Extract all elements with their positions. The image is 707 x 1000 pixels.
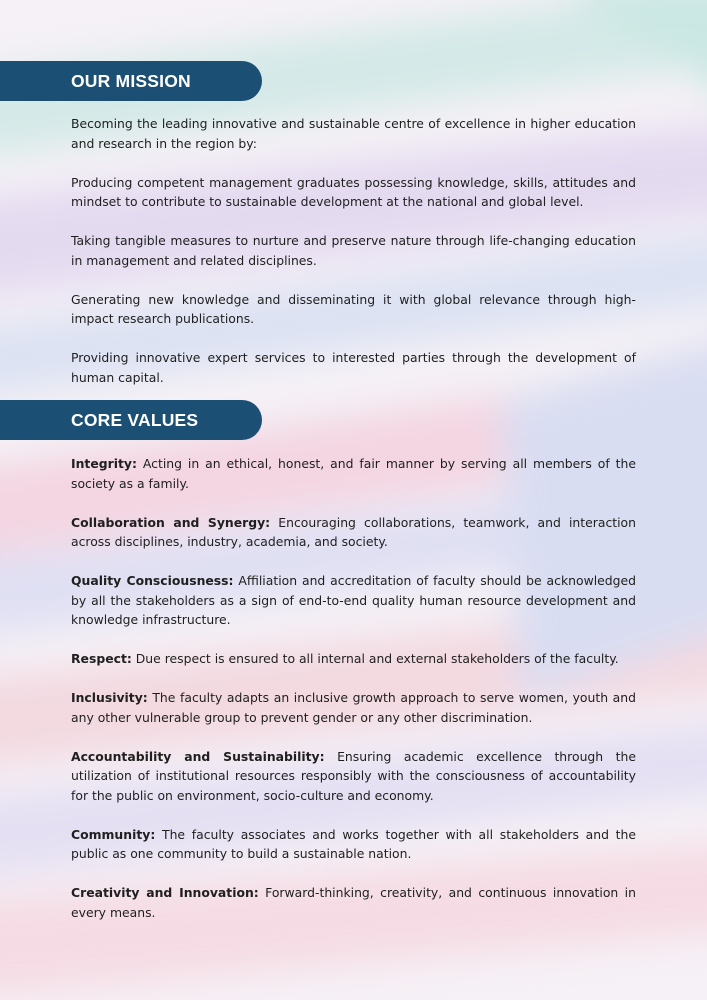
mission-paragraph: Generating new knowledge and disseminating it with global relevance through high-impact research publications.	[71, 291, 636, 326]
core-value-term: Creativity and Innovation:	[71, 885, 259, 900]
mission-paragraph: Providing innovative expert services to interested parties through the development of human capital.	[71, 350, 636, 385]
core-value-item	[71, 454, 636, 493]
core-value-term: Integrity:	[71, 456, 137, 471]
core-value-description: Acting in an ethical, honest, and fair manner by serving all members of the society as a family.	[71, 456, 636, 491]
core-value-item	[71, 883, 636, 922]
core-values-list	[71, 454, 636, 922]
core-value-item	[71, 825, 636, 864]
mission-text	[71, 114, 636, 387]
core-value-item	[71, 747, 636, 806]
mission-paragraph: Becoming the leading innovative and sustainable centre of excellence in higher education and research in the region by:	[71, 116, 636, 151]
core-value-term: Inclusivity:	[71, 690, 148, 705]
core-value-description: Ensuring academic excellence through the utilization of institutional resources responsibly with the consciousness of accountability for the public on environment, socio-culture and economy.	[71, 748, 636, 803]
core-value-term: Community:	[71, 826, 156, 842]
core-values-heading: CORE VALUES	[0, 400, 262, 440]
core-value-description: The faculty adapts an inclusive growth approach to serve women, youth and any other vulnerable group to prevent gender or any other discrimination.	[71, 690, 636, 725]
core-value-item	[71, 649, 636, 669]
mission-heading: OUR MISSION	[0, 61, 262, 101]
core-value-term: Collaboration and Synergy:	[71, 514, 271, 530]
mission-paragraph: Taking tangible measures to nurture and preserve nature through life-changing education in management and related disciplines.	[71, 233, 636, 268]
core-value-description: Forward-thinking, creativity, and continuous innovation in every means.	[71, 885, 636, 920]
mission-paragraph: Producing competent management graduates possessing knowledge, skills, attitudes and mindset to contribute to sustainable development at the national and global level.	[71, 174, 636, 209]
core-value-term: Quality Consciousness:	[71, 573, 234, 588]
core-value-item	[71, 571, 636, 630]
core-value-description: Due respect is ensured to all internal and external stakeholders of the faculty.	[131, 651, 619, 666]
core-value-item	[71, 513, 636, 552]
core-value-description: The faculty associates and works together with all stakeholders and the public as one community to build a sustainable nation.	[71, 826, 636, 861]
core-value-description: Affiliation and accreditation of faculty should be acknowledged by all the stakeholders as a sign of end-to-end quality human resource development and knowledge infrastructure.	[71, 573, 636, 627]
core-value-description: Encouraging collaborations, teamwork, and interaction across disciplines, industry, academia, and society.	[71, 514, 636, 549]
core-value-term: Accountability and Sustainability:	[71, 748, 325, 764]
core-value-item	[71, 688, 636, 727]
core-value-term: Respect:	[71, 651, 132, 666]
